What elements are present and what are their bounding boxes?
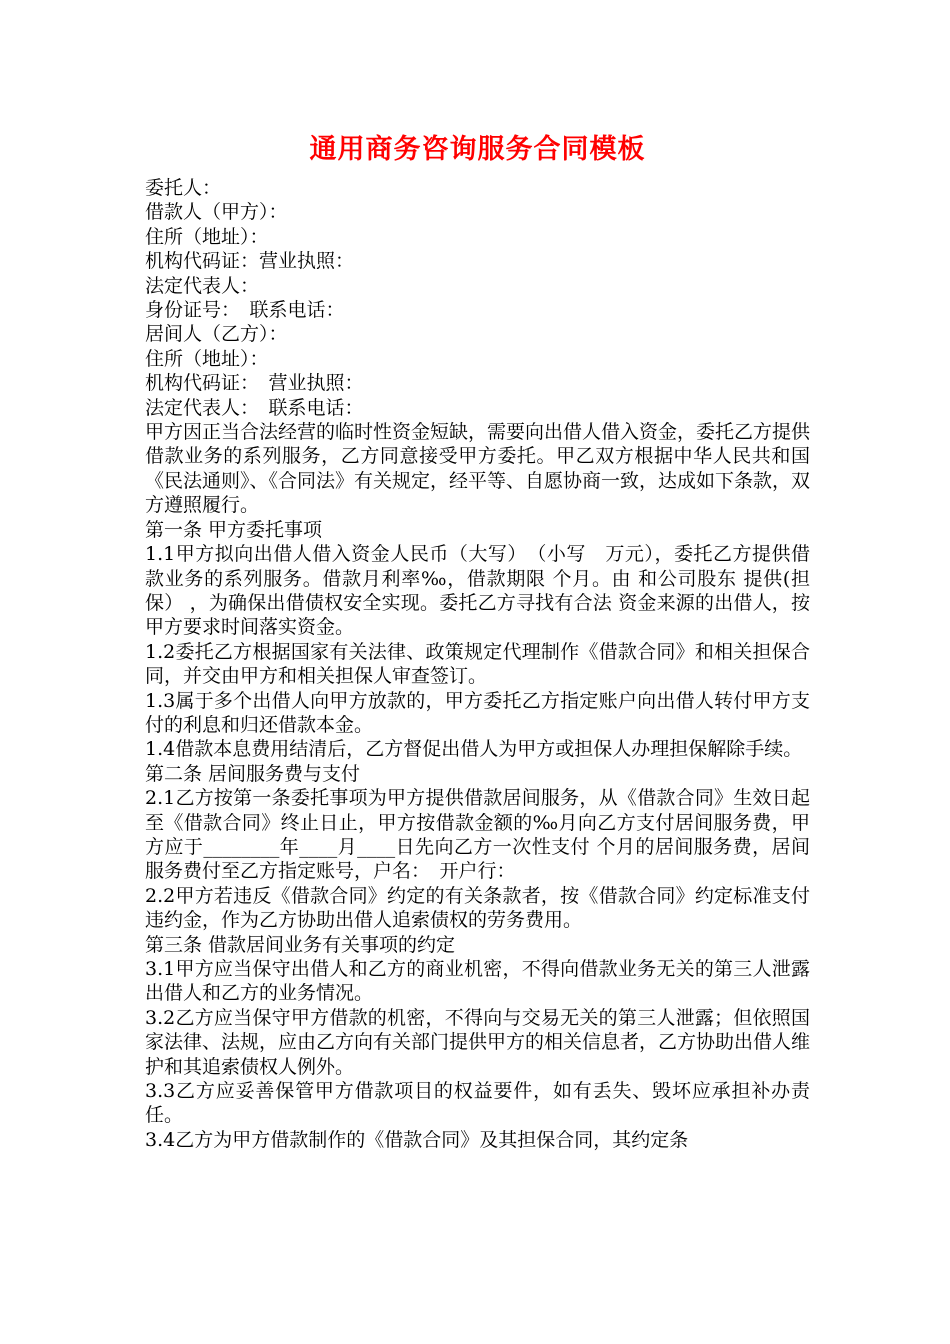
document-title: 通用商务咨询服务合同模板 [309,134,646,165]
clause-1-2: 1.2委托乙方根据国家有关法律、政策规定代理制作《借款合同》和相关担保合同，并交由甲方和相关担保人审查签订。 [145,640,810,688]
document-body [145,176,810,1152]
party-a-representative-line: 法定代表人： [145,274,260,297]
party-a-address-line: 住所（地址）： [145,225,269,248]
party-b-address-line: 住所（地址）： [145,347,269,370]
clause-3-3: 3.3乙方应妥善保管甲方借款项目的权益要件，如有丢失、毁坏应承担补办责任。 [145,1080,810,1127]
article-2-heading: 第二条 居间服务费与支付 [145,762,361,785]
party-b-representative-line: 法定代表人： 联系电话： [145,396,364,419]
document-page [145,128,810,1152]
clause-1-4: 1.4借款本息费用结清后，乙方督促出借人为甲方或担保人办理担保解除手续。 [145,738,803,761]
article-1-heading: 第一条 甲方委托事项 [145,518,323,541]
preamble-paragraph: 甲方因正当合法经营的临时性资金短缺，需要向出借人借入资金，委托乙方提供借款业务的系列服务，乙方同意接受甲方委托。甲乙双方根据中华人民共和国《民法通则》、《合同法》有关规定，经平等、自愿协商一致，达成如下条款，双方遵照履行。 [145,421,811,517]
clause-3-4: 3.4乙方为甲方借款制作的《借款合同》及其担保合同，其约定条 [145,1128,689,1151]
clause-2-1: 2.1乙方按第一条委托事项为甲方提供借款居间服务，从《借款合同》生效日起至《借款合同》终止日止，甲方按借款金额的‰月向乙方支付居间服务费，甲方应于________年____月____日先向乙方一次性支付 个月的居间服务费，居间服务费付至乙方指定账号，户名： 开户行： [145,787,810,883]
party-a-license-line: 机构代码证：营业执照： [145,250,355,273]
party-b-license-line: 机构代码证： 营业执照： [145,372,364,395]
party-a-id-phone-line: 身份证号： 联系电话： [145,299,345,322]
party-entrustor-line: 委托人： [145,177,222,199]
clause-1-3: 1.3属于多个出借人向甲方放款的，甲方委托乙方指定账户向出借人转付甲方支付的利息和归还借款本金。 [145,689,810,736]
clause-1-1: 1.1甲方拟向出借人借入资金人民币（大写） （小写 万元），委托乙方提供借款业务的系列服务。借款月利率‰，借款期限 个月。由 和公司股东 提供(担保） ，为确保出借债权安全实现。委托乙方寻找有合法 资金来源的出借人，按甲方要求时间落实资金。 [145,543,810,639]
party-b-line: 居间人（乙方）： [145,323,288,346]
article-3-heading: 第三条 借款居间业务有关事项的约定 [145,933,456,956]
clause-3-2: 3.2乙方应当保守甲方借款的机密，不得向与交易无关的第三人泄露；但依照国家法律、法规，应由乙方向有关部门提供甲方的相关信息者，乙方协助出借人维护和其追索债权人例外。 [145,1006,811,1078]
party-a-line: 借款人（甲方）： [145,201,288,224]
clause-3-1: 3.1甲方应当保守出借人和乙方的商业机密，不得向借款业务无关的第三人泄露出借人和乙方的业务情况。 [145,958,810,1005]
clause-2-2: 2.2甲方若违反《借款合同》约定的有关条款者，按《借款合同》约定标准支付违约金，作为乙方协助出借人追索债权的劳务费用。 [145,884,810,932]
